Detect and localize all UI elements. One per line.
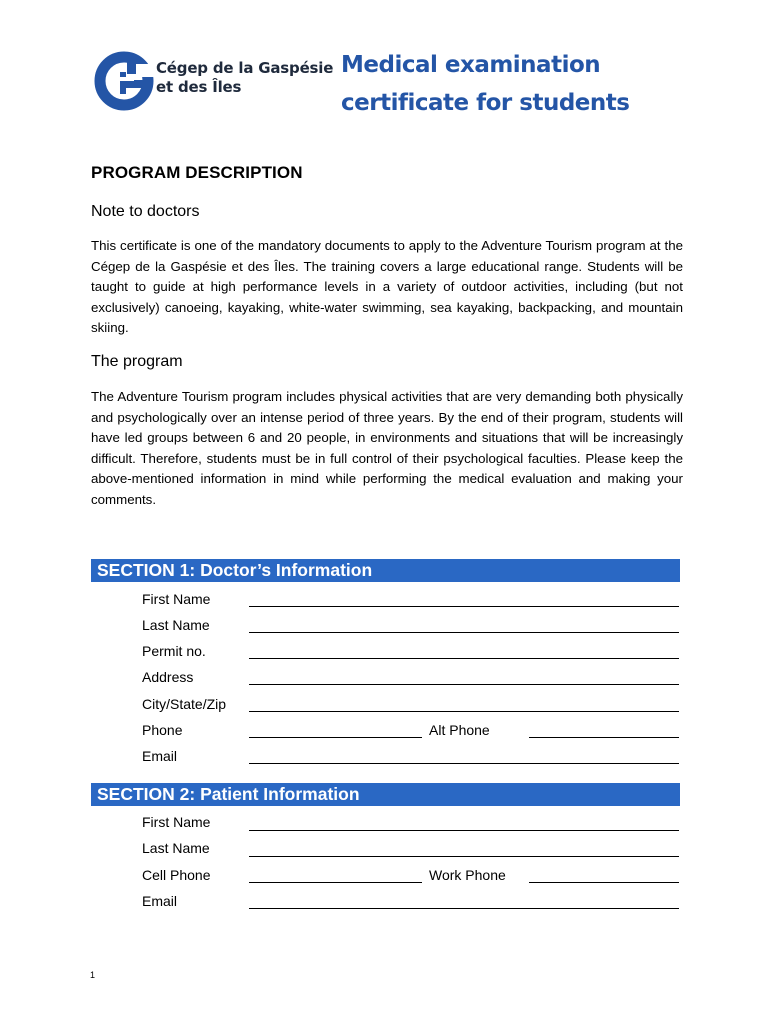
patient-email-field[interactable] bbox=[249, 908, 679, 909]
doctor-alt-phone-label: Alt Phone bbox=[429, 722, 490, 738]
document-title bbox=[341, 46, 629, 122]
patient-first-name-field[interactable] bbox=[249, 830, 679, 831]
patient-cell-phone-field[interactable] bbox=[249, 882, 422, 883]
doctor-permit-field[interactable] bbox=[249, 658, 679, 659]
section2-header: SECTION 2: Patient Information bbox=[91, 783, 680, 806]
doctor-address-field[interactable] bbox=[249, 684, 679, 685]
patient-work-phone-label: Work Phone bbox=[429, 867, 506, 883]
patient-last-name-label: Last Name bbox=[142, 840, 210, 856]
page-number: 1 bbox=[90, 970, 96, 980]
document-title-line2: certificate for students bbox=[341, 90, 630, 116]
logo-text-line1: Cégep de la Gaspésie bbox=[156, 59, 334, 77]
doctor-last-name-label: Last Name bbox=[142, 617, 210, 633]
doctor-address-label: Address bbox=[142, 669, 194, 685]
patient-cell-phone-label: Cell Phone bbox=[142, 867, 211, 883]
doctor-email-field[interactable] bbox=[249, 763, 679, 764]
patient-email-label: Email bbox=[142, 893, 178, 909]
doctor-email-label: Email bbox=[142, 748, 178, 764]
doctor-first-name-field[interactable] bbox=[249, 606, 679, 607]
cegep-logo-icon bbox=[94, 50, 154, 112]
document-title-line1: Medical examination bbox=[341, 52, 601, 78]
the-program-text: The Adventure Tourism program includes physical activities that are very demanding both physically and psychologically over an intense period of three years. By the end of their program, students will have led groups between 6 and 20 people, in environments and situations that will be increasingly difficult. Therefore, students must be in full control of their psychological faculties. Please keep the above-mentioned information in mind while performing the medical evaluation and making your comments. bbox=[91, 389, 683, 507]
doctor-alt-phone-field[interactable] bbox=[529, 737, 679, 738]
cegep-logo bbox=[94, 50, 334, 112]
logo-text-line2: et des Îles bbox=[156, 78, 242, 96]
doctor-phone-label: Phone bbox=[142, 722, 183, 738]
patient-work-phone-field[interactable] bbox=[529, 882, 679, 883]
section1-header: SECTION 1: Doctor’s Information bbox=[91, 559, 680, 582]
doctor-city-field[interactable] bbox=[249, 711, 679, 712]
doctor-first-name-label: First Name bbox=[142, 591, 211, 607]
the-program-heading: The program bbox=[91, 353, 183, 370]
logo-text bbox=[156, 59, 333, 97]
doctor-permit-label: Permit no. bbox=[142, 643, 206, 659]
note-to-doctors-heading: Note to doctors bbox=[91, 203, 200, 220]
program-description-heading: PROGRAM DESCRIPTION bbox=[91, 163, 303, 182]
doctor-phone-field[interactable] bbox=[249, 737, 422, 738]
note-to-doctors-text: This certificate is one of the mandatory documents to apply to the Adventure Tourism program at the Cégep de la Gaspésie et des Îles. The training covers a large educational range. Students will be taught to guide at high performance levels in a variety of outdoor activities, including (but not exclusively) canoeing, kayaking, white-water swimming, sea kayaking, backpacking, and mountain skiing. bbox=[91, 238, 683, 336]
patient-last-name-field[interactable] bbox=[249, 856, 679, 857]
doctor-city-label: City/State/Zip bbox=[142, 696, 227, 712]
doctor-last-name-field[interactable] bbox=[249, 632, 679, 633]
patient-first-name-label: First Name bbox=[142, 814, 211, 830]
